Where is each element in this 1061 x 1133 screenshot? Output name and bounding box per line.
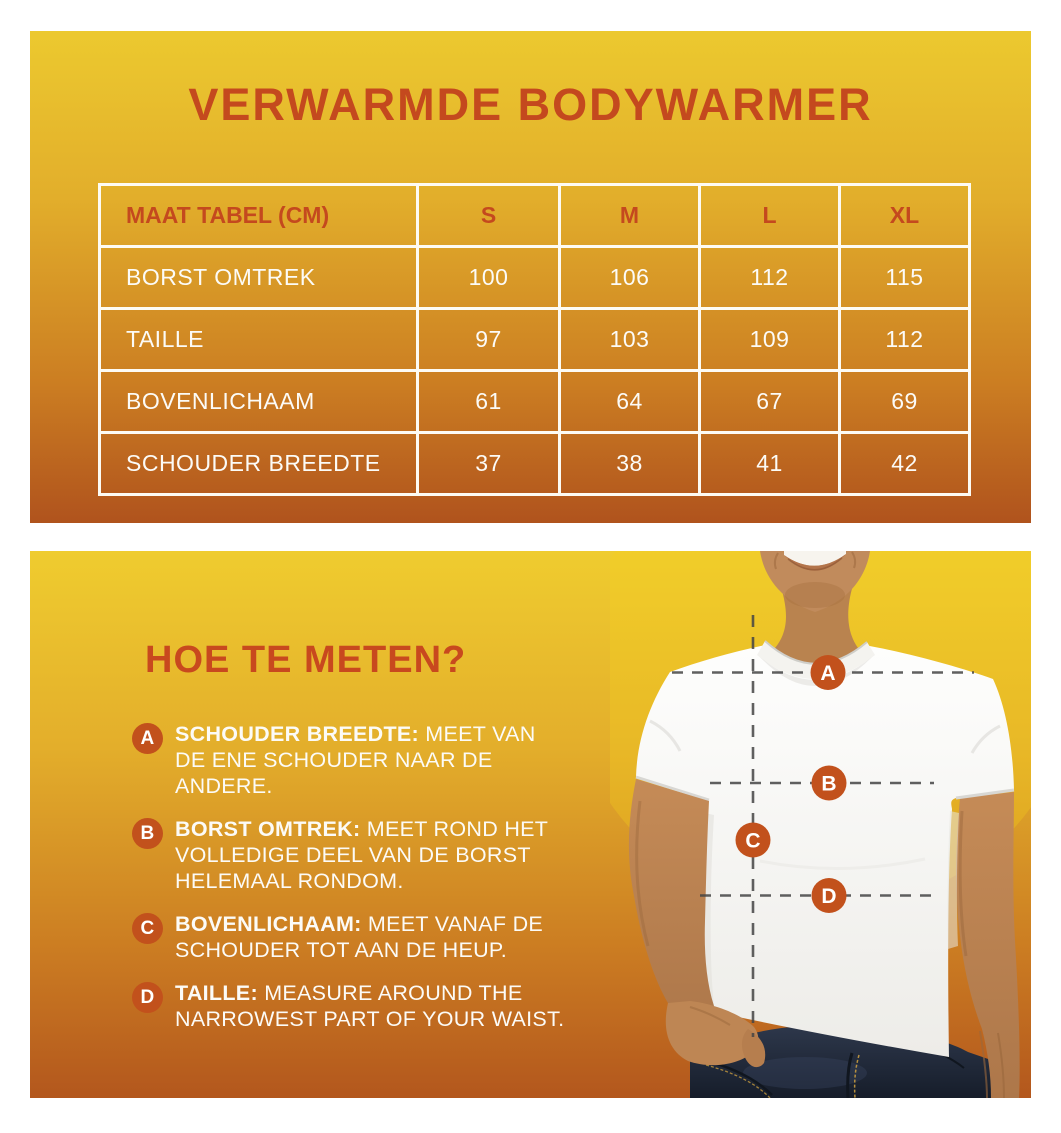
cell-value: 38	[560, 433, 700, 495]
item-label: BORST OMTREK:	[175, 817, 361, 841]
model-photo	[610, 551, 1031, 1098]
row-label: SCHOUDER BREEDTE	[100, 433, 418, 495]
cell-value: 42	[840, 433, 970, 495]
how-to-measure-panel	[30, 551, 1031, 1098]
model-figure	[610, 551, 1031, 1098]
cell-value: 37	[418, 433, 560, 495]
size-table	[98, 183, 971, 496]
table-row	[100, 433, 970, 495]
cell-value: 100	[418, 247, 560, 309]
cell-value: 61	[418, 371, 560, 433]
cell-value: 109	[700, 309, 840, 371]
letter-badge-a: A	[132, 723, 163, 754]
marker-c-letter: C	[745, 829, 761, 853]
page-title: VERWARMDE BODYWARMER	[188, 79, 873, 130]
letter-badge-b: B	[132, 818, 163, 849]
cell-value: 115	[840, 247, 970, 309]
row-label: BOVENLICHAAM	[100, 371, 418, 433]
section-heading: HOE TE METEN?	[145, 639, 467, 681]
letter-badge-d: D	[132, 982, 163, 1013]
item-label: TAILLE:	[175, 981, 258, 1005]
table-header-label: MAAT TABEL (CM)	[100, 185, 418, 247]
table-row	[100, 371, 970, 433]
item-label: SCHOUDER BREEDTE:	[175, 722, 420, 746]
table-row	[100, 247, 970, 309]
cell-value: 97	[418, 309, 560, 371]
item-text: MEET ROND HET VOLLEDIGE DEEL VAN DE BORST HELEMAAL RONDOM.	[175, 817, 548, 893]
item-text: MEASURE AROUND THE NARROWEST PART OF YOUR WAIST.	[175, 981, 565, 1031]
table-header-m: M	[560, 185, 700, 247]
table-row	[100, 309, 970, 371]
instruction-list	[132, 721, 567, 1032]
cell-value: 69	[840, 371, 970, 433]
table-header-xl: XL	[840, 185, 970, 247]
item-text: MEET VAN DE ENE SCHOUDER NAAR DE ANDERE.	[175, 722, 536, 798]
table-header-s: S	[418, 185, 560, 247]
marker-d-letter: D	[821, 885, 837, 908]
table-header-row	[100, 185, 970, 247]
table-header-l: L	[700, 185, 840, 247]
size-chart-panel	[30, 31, 1031, 523]
list-item-d	[132, 980, 567, 1032]
cell-value: 103	[560, 309, 700, 371]
marker-b-letter: B	[821, 772, 837, 796]
cell-value: 106	[560, 247, 700, 309]
marker-a-letter: A	[820, 662, 836, 685]
item-text: MEET VANAF DE SCHOUDER TOT AAN DE HEUP.	[175, 912, 544, 962]
cell-value: 112	[700, 247, 840, 309]
cell-value: 112	[840, 309, 970, 371]
cell-value: 67	[700, 371, 840, 433]
cell-value: 41	[700, 433, 840, 495]
row-label: TAILLE	[100, 309, 418, 371]
item-label: BOVENLICHAAM:	[175, 912, 362, 936]
letter-badge-c: C	[132, 913, 163, 944]
row-label: BORST OMTREK	[100, 247, 418, 309]
cell-value: 64	[560, 371, 700, 433]
list-item-c	[132, 911, 567, 963]
list-item-b	[132, 816, 567, 894]
list-item-a	[132, 721, 567, 799]
